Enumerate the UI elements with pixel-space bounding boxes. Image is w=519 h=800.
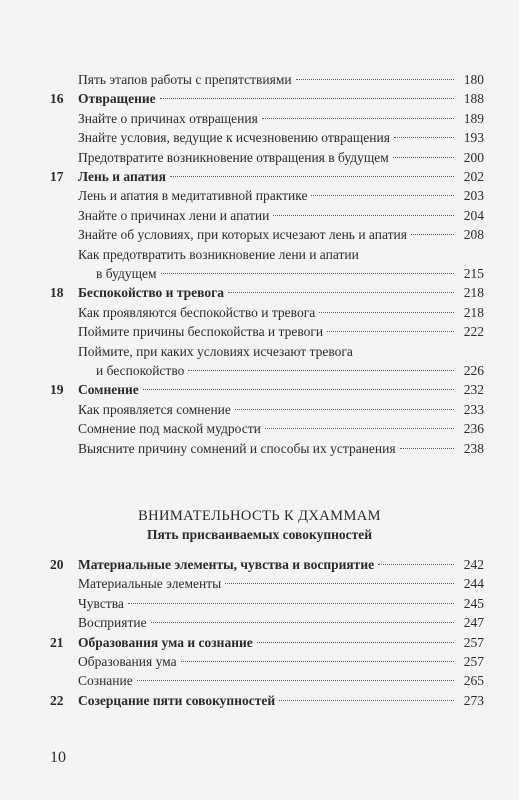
toc-entry-title: Поймите причины беспокойства и тревоги: [78, 324, 324, 340]
toc-page-number: 273: [463, 692, 484, 708]
toc-entry-title: Материальные элементы: [78, 576, 222, 592]
toc-chapter-title: Отвращение: [78, 91, 156, 107]
dot-leader: [151, 621, 454, 623]
toc-page-number: 265: [463, 673, 484, 689]
toc-chapter-number: 19: [50, 382, 64, 398]
toc-entry: [50, 206, 484, 225]
toc-chapter-title: Сомнение: [78, 382, 139, 398]
toc-chapter-title: Образования ума и сознание: [78, 634, 253, 650]
toc-page-number: 236: [463, 421, 484, 437]
dot-leader: [225, 582, 454, 584]
toc-page-number: 226: [463, 363, 484, 378]
dot-leader: [188, 369, 454, 371]
toc-chapter: [50, 380, 484, 399]
toc-page-number: 233: [463, 401, 484, 417]
toc-page-number: 232: [463, 382, 484, 398]
toc-entry-title: Поймите, при каких условиях исчезают тревога: [78, 343, 353, 359]
toc-page-number: 242: [463, 557, 484, 572]
toc-entry: [50, 225, 484, 244]
toc-entry-title: Знайте о причинах отвращения: [78, 110, 258, 126]
dot-leader: [160, 97, 454, 99]
toc-entry: [50, 70, 484, 89]
dot-leader: [296, 78, 454, 80]
dot-leader: [235, 408, 454, 410]
toc-entry: [50, 400, 484, 419]
dot-leader: [311, 194, 454, 196]
toc-entry-title: Сознание: [78, 673, 133, 689]
dot-leader: [128, 602, 454, 604]
toc-page-number: 218: [463, 285, 484, 301]
toc-entry-title: Пять этапов работы с препятствиями: [78, 72, 292, 87]
toc-page-number: 257: [463, 634, 484, 650]
toc-entry: [50, 186, 484, 205]
section-heading: ВНИМАТЕЛЬНОСТЬ К ДХАММАМ: [138, 508, 381, 524]
toc-chapter-number: 18: [50, 285, 64, 301]
toc-page-number: 215: [463, 266, 484, 281]
toc-entry-title: Знайте о причинах лени и апатии: [78, 207, 270, 223]
toc-entry: [50, 652, 484, 671]
dot-leader: [378, 563, 454, 565]
toc-entry-title: Как проявляется сомнение: [78, 401, 231, 417]
toc-entry-title: Выясните причину сомнений и способы их устранения: [78, 440, 396, 456]
toc-chapter: [50, 633, 484, 652]
table-of-contents-bottom: [50, 555, 484, 710]
toc-page-number: 204: [463, 207, 484, 223]
toc-page-number: 189: [463, 110, 484, 126]
dot-leader: [181, 660, 454, 662]
toc-page-number: 245: [463, 595, 484, 611]
dot-leader: [394, 136, 454, 138]
dot-leader: [400, 447, 454, 449]
toc-entry: [50, 613, 484, 632]
toc-entry-line: [50, 245, 484, 264]
toc-page-number: 203: [463, 188, 484, 204]
toc-chapter: [50, 555, 484, 574]
toc-entry-title: Предотвратите возникновение отвращения в будущем: [78, 149, 389, 165]
section-subheading: Пять присваиваемых совокупностей: [146, 527, 373, 542]
toc-chapter-title: Лень и апатия: [78, 169, 166, 184]
toc-entry: [50, 303, 484, 322]
toc-page-number: 244: [463, 576, 484, 592]
toc-entry: [50, 128, 484, 147]
toc-chapter-number: 20: [50, 557, 64, 572]
toc-entry-title-continuation: и беспокойство: [96, 363, 185, 378]
toc-chapter-title: Созерцание пяти совокупностей: [78, 692, 276, 708]
toc-entry: [50, 439, 484, 458]
dot-leader: [327, 330, 454, 332]
toc-entry-title: Как предотвратить возникновение лени и апатии: [78, 246, 359, 262]
page-number: 10: [50, 749, 66, 766]
toc-page-number: 200: [463, 149, 484, 165]
toc-entry-title: Образования ума: [78, 654, 177, 669]
toc-entry: [50, 109, 484, 128]
dot-leader: [143, 388, 454, 390]
dot-leader: [279, 699, 454, 701]
toc-entry: [50, 264, 484, 283]
toc-entry: [50, 419, 484, 438]
toc-chapter: [50, 167, 484, 186]
dot-leader: [228, 291, 454, 293]
toc-chapter: [50, 283, 484, 302]
toc-page-number: 247: [463, 615, 484, 631]
dot-leader: [319, 311, 454, 313]
dot-leader: [137, 679, 454, 681]
toc-entry: [50, 148, 484, 167]
dot-leader: [262, 117, 454, 119]
toc-entry-title-continuation: в будущем: [96, 266, 157, 281]
toc-chapter-title: Беспокойство и тревога: [78, 285, 224, 301]
table-of-contents-top: [50, 70, 484, 458]
toc-entry-title: Лень и апатия в медитативной практике: [78, 188, 308, 204]
dot-leader: [170, 175, 454, 177]
dot-leader: [257, 641, 454, 643]
toc-entry-title: Чувства: [78, 595, 124, 611]
toc-page-number: 257: [463, 654, 484, 669]
dot-leader: [265, 427, 454, 429]
toc-page-number: 180: [463, 72, 484, 87]
toc-chapter-title: Материальные элементы, чувства и восприятие: [78, 557, 375, 572]
toc-page-number: 208: [463, 227, 484, 243]
dot-leader: [393, 156, 454, 158]
dot-leader: [411, 233, 454, 235]
toc-page-number: 188: [463, 91, 484, 107]
toc-entry-line: [50, 342, 484, 361]
toc-entry-title: Как проявляются беспокойство и тревога: [78, 304, 316, 320]
toc-entry: [50, 671, 484, 690]
toc-entry: [50, 594, 484, 613]
toc-page-number: 218: [463, 304, 484, 320]
toc-page-number: 202: [463, 169, 484, 184]
toc-page-number: 238: [463, 440, 484, 456]
toc-chapter: [50, 89, 484, 108]
dot-leader: [273, 214, 454, 216]
toc-entry-title: Восприятие: [78, 615, 147, 631]
toc-entry: [50, 322, 484, 341]
toc-chapter: [50, 691, 484, 710]
dot-leader: [161, 272, 454, 274]
toc-entry: [50, 574, 484, 593]
toc-entry: [50, 361, 484, 380]
toc-chapter-number: 21: [50, 634, 64, 650]
toc-chapter-number: 22: [50, 692, 64, 708]
toc-entry-title: Знайте условия, ведущие к исчезновению отвращения: [78, 130, 390, 146]
toc-page-number: 222: [463, 324, 484, 340]
toc-chapter-number: 16: [50, 91, 64, 107]
toc-chapter-number: 17: [50, 169, 64, 184]
toc-page-number: 193: [463, 130, 484, 146]
toc-entry-title: Знайте об условиях, при которых исчезают лень и апатия: [78, 227, 407, 243]
toc-entry-title: Сомнение под маской мудрости: [78, 421, 261, 437]
